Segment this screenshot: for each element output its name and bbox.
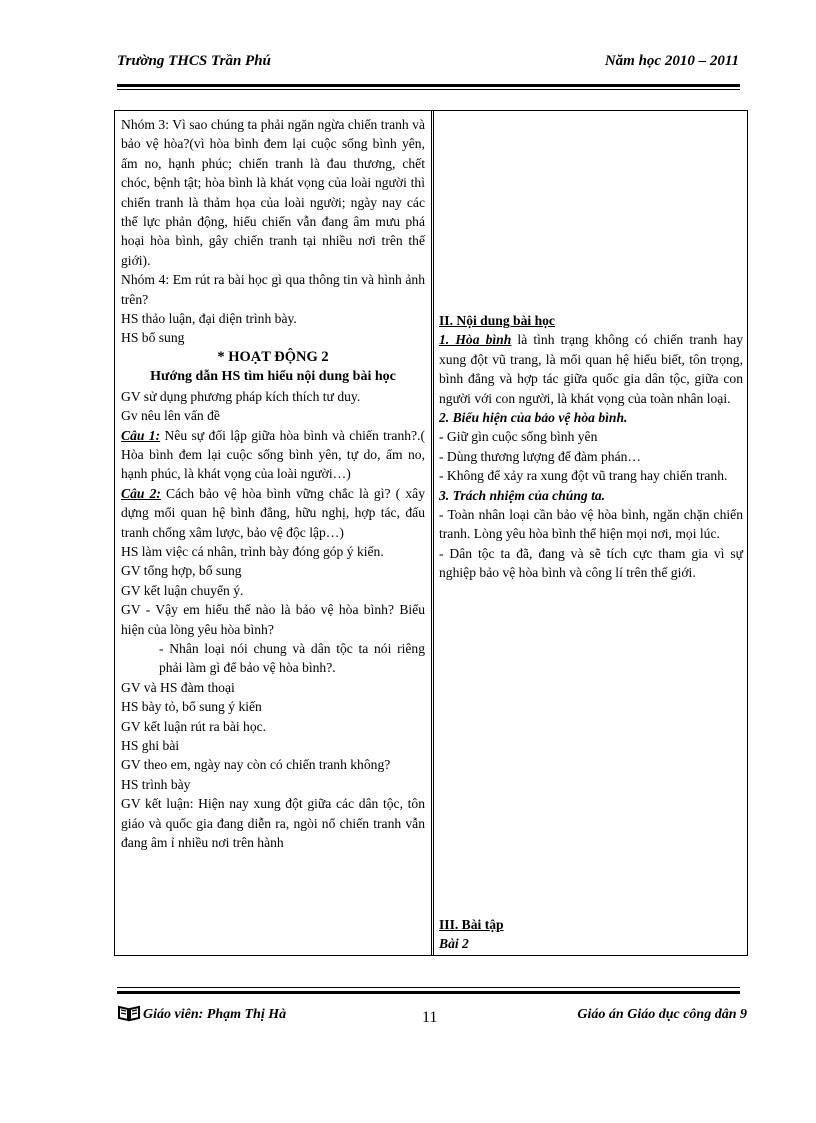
hs-note: HS ghi bài [121,738,180,753]
gv-ask-2: - Nhân loại nói chung và dân tộc ta nói riêng phải làm gì để bảo vệ hòa bình?. [159,640,425,676]
hs-present: HS trình bày [121,776,191,792]
column-divider [431,111,434,955]
peace-definition [439,330,743,408]
expression-item: - Không để xảy ra xung đột vũ trang hay chiến tranh. [439,468,728,484]
section-2-heading: II. Nội dung bài học [439,313,555,328]
gv-lesson: GV kết luận rút ra bài học. [121,718,267,734]
responsibility-item: - Toàn nhân loại cần bảo vệ hòa bình, ngăn chặn chiến tranh. Lòng yêu hòa bình thể hiện mọi nơi, mọi lúc. [439,507,743,542]
question-2-text: Cách bảo vệ hòa bình vững chắc là gì? ( xây dựng mối quan hệ bình đẳng, hữu nghị, hợp tác, đấu tranh chống xâm lược, bảo vệ độc lập…) [121,485,425,540]
exercise-2: Bài 2 [439,936,469,952]
activity-subtitle: Hướng dẫn HS tìm hiểu nội dung bài học [150,369,396,385]
responsibility-heading: 3. Trách nhiệm của chúng ta. [439,487,606,503]
teacher-name: Giáo viên: Phạm Thị Hà [143,1007,287,1022]
page-number: 11 [422,1009,438,1026]
hs-add: HS bổ sung [121,330,185,346]
question-1-label: Câu 1: [121,427,161,443]
expression-heading: 2. Biểu hiện của bảo vệ hòa bình. [439,410,628,426]
gv-summary: GV tổng hợp, bổ sung [121,563,242,579]
peace-definition-label: 1. Hòa bình [439,332,512,348]
gv-hs-talk: GV và HS đàm thoại [121,679,235,695]
hs-individual: HS làm việc cá nhân, trình bày đóng góp ý kiến. [121,543,384,559]
lesson-content-block [439,311,743,583]
expression-item: - Giữ gìn cuộc sống bình yên [439,429,598,445]
gv-method: GV sử dụng phương pháp kích thích tư duy. [121,388,361,404]
school-name: Trường THCS Trần Phú [117,53,271,69]
book-title: Giáo án Giáo dục công dân 9 [577,1007,747,1022]
gv-conclusion: GV kết luận: Hiện nay xung đột giữa các dân tộc, tôn giáo và quốc gia đang diễn ra, ngòi nổ chiến tranh vẫn đang âm ỉ nhiều nơi trên hành [121,796,425,851]
open-book-icon [117,1004,141,1022]
gv-war-question: GV theo em, ngày nay còn có chiến tranh không? [121,757,391,773]
responsibility-item: - Dân tộc ta đã, đang và sẽ tích cực tham gia vì sự nghiệp bảo vệ hòa bình và công lí trên thế giới. [439,545,743,581]
group3-question: Nhóm 3: Vì sao chúng ta phải ngăn ngừa chiến tranh và bảo vệ hòa?(vì hòa bình đem lại cuộc sống bình yên, ấm no, hạnh phúc; chiến tranh là đau thương, chết chóc, bệnh tật; hòa bình là khát vọng của loài người thì chiến tranh là thảm họa của loài người; ngày nay các thế lực phản động, hiếu chiến vẫn đang âm mưu phá hoại hòa bình, gây chiến tranh tại nhiều nơi trên thế giới). [121,117,425,268]
footer-rule-thin [117,987,740,988]
teacher-activities-column [121,115,425,852]
question-1-text: Nêu sự đối lập giữa hòa bình và chiến tranh?.( Hòa bình đem lại cuộc sống bình yên, tự do, ấm no, hạnh phúc, là khát vọng của loài người…) [121,427,425,482]
header-rule-thick [117,84,740,87]
lesson-table [114,110,748,956]
activity-title: * HOẠT ĐỘNG 2 [217,348,329,365]
page-header [117,50,739,74]
page-footer [117,1002,747,1028]
footer-rule-thick [117,991,740,994]
gv-transition: GV kết luận chuyển ý. [121,582,244,598]
exercises-block [439,915,743,954]
section-3-heading: III. Bài tập [439,917,504,932]
expression-item: - Dùng thương lượng để đàm phán… [439,448,642,464]
question-2-label: Câu 2: [121,485,161,501]
hs-opinion: HS bày tỏ, bổ sung ý kiến [121,699,262,715]
school-year: Năm học 2010 – 2011 [604,53,739,69]
gv-problem: Gv nêu lên vấn đề [121,408,220,424]
header-rule-thin [117,89,740,90]
peace-definition-text: là tình trạng không có chiến tranh hay xung đột vũ trang, là mối quan hệ hiểu biết, tôn trọng, bình đẳng và hợp tác giữa quốc gia dân tộc, giữa con người với con người, là khát vọng của toàn nhân loại. [439,332,743,406]
question-1 [121,426,425,484]
group4-question: Nhóm 4: Em rút ra bài học gì qua thông tin và hình ảnh trên? [121,272,425,307]
gv-ask: GV - Vậy em hiểu thế nào là bảo vệ hòa bình? Biểu hiện của lòng yêu hòa bình? [121,602,425,637]
hs-discuss: HS thảo luận, đại diện trình bày. [121,311,297,327]
question-2 [121,484,425,542]
